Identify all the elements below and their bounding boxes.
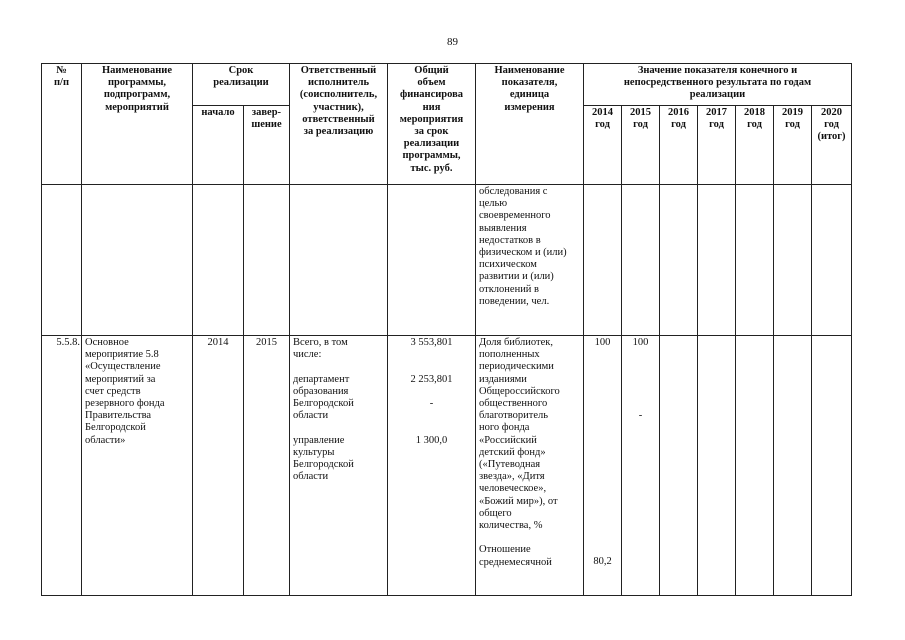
value-2014-ind2: 80,2 — [593, 556, 612, 568]
cell-empty — [736, 185, 774, 336]
header-name: Наименование программы, подпрограмм, мероприятий — [82, 64, 193, 185]
cell-empty — [82, 185, 193, 336]
cell-2014-values — [584, 336, 622, 596]
header-indicator: Наименование показателя, единица измерения — [476, 64, 584, 185]
header-start: начало — [193, 106, 244, 185]
cell-empty — [698, 336, 736, 596]
cell-row-number: 5.5.8. — [42, 336, 82, 596]
cell-empty — [244, 185, 290, 336]
funding-total: 3 553,801 — [410, 337, 453, 348]
executor-dept-culture: управление культуры Белгородской области — [293, 434, 354, 483]
program-table — [41, 63, 852, 596]
cell-funding — [388, 336, 476, 596]
header-end: завер- шение — [244, 106, 290, 185]
funding-dept-culture: 1 300,0 — [415, 434, 448, 446]
cell-empty — [774, 336, 812, 596]
value-2015-ind1-note: - — [638, 410, 643, 422]
value-2014-ind1: 100 — [594, 337, 611, 348]
page-number: 89 — [447, 36, 458, 48]
table-row-continued — [42, 185, 852, 336]
header-executor: Ответственный исполнитель (соисполнитель, участник), ответственный за реализацию — [290, 64, 388, 185]
indicator-salary-ratio: Отношение среднемесячной — [479, 544, 552, 568]
header-num: № п/п — [42, 64, 82, 185]
table-row-558 — [42, 336, 852, 596]
cell-start-year: 2014 — [193, 336, 244, 596]
header-year-2015: 2015 год — [622, 106, 660, 185]
cell-empty — [290, 185, 388, 336]
executor-dept-education: департамент образования Белгородской области — [293, 373, 354, 422]
executor-total: Всего, в том числе: — [293, 337, 348, 361]
cell-empty — [736, 336, 774, 596]
header-term: Срок реализации — [193, 64, 290, 106]
cell-empty — [584, 185, 622, 336]
cell-executor — [290, 336, 388, 596]
cell-activity-name: Основное мероприятие 5.8 «Осуществление мероприятий за счет средств резервного фонда Правительства Белгородской области» — [82, 336, 193, 596]
header-year-2017: 2017 год — [698, 106, 736, 185]
header-values-title: Значение показателя конечного и непосредственного результата по годам реализации — [584, 64, 852, 106]
header-year-2020: 2020 год (итог) — [812, 106, 852, 185]
cell-empty — [193, 185, 244, 336]
cell-2015-values — [622, 336, 660, 596]
header-year-2018: 2018 год — [736, 106, 774, 185]
cell-empty — [660, 336, 698, 596]
cell-empty — [660, 185, 698, 336]
funding-dept-education: 2 253,801 — [410, 373, 453, 385]
cell-empty — [388, 185, 476, 336]
cell-empty — [812, 185, 852, 336]
cell-empty — [812, 336, 852, 596]
cell-empty — [698, 185, 736, 336]
cell-empty — [774, 185, 812, 336]
funding-dept-education-note: - — [429, 397, 434, 409]
cell-empty — [42, 185, 82, 336]
header-year-2014: 2014 год — [584, 106, 622, 185]
cell-end-year: 2015 — [244, 336, 290, 596]
header-year-2016: 2016 год — [660, 106, 698, 185]
indicator-library-share: Доля библиотек, пополненных периодическими изданиями Общероссийского общественного благотворитель ного фонда «Российский детский фонд» («Путеводная звезда», «Дитя человеческое», «Божий мир»), от общего количества, % — [479, 337, 560, 532]
header-row-1 — [42, 64, 852, 106]
value-2015-ind1: 100 — [632, 337, 649, 348]
cell-indicator-continued: обследования с целью своевременного выявления недостатков в физическом и (или) психическом развитии и (или) отклонений в поведении, чел. — [476, 185, 584, 336]
cell-indicators — [476, 336, 584, 596]
cell-empty — [622, 185, 660, 336]
header-year-2019: 2019 год — [774, 106, 812, 185]
header-funding: Общий объем финансирова ния мероприятия за срок реализации программы, тыс. руб. — [388, 64, 476, 185]
